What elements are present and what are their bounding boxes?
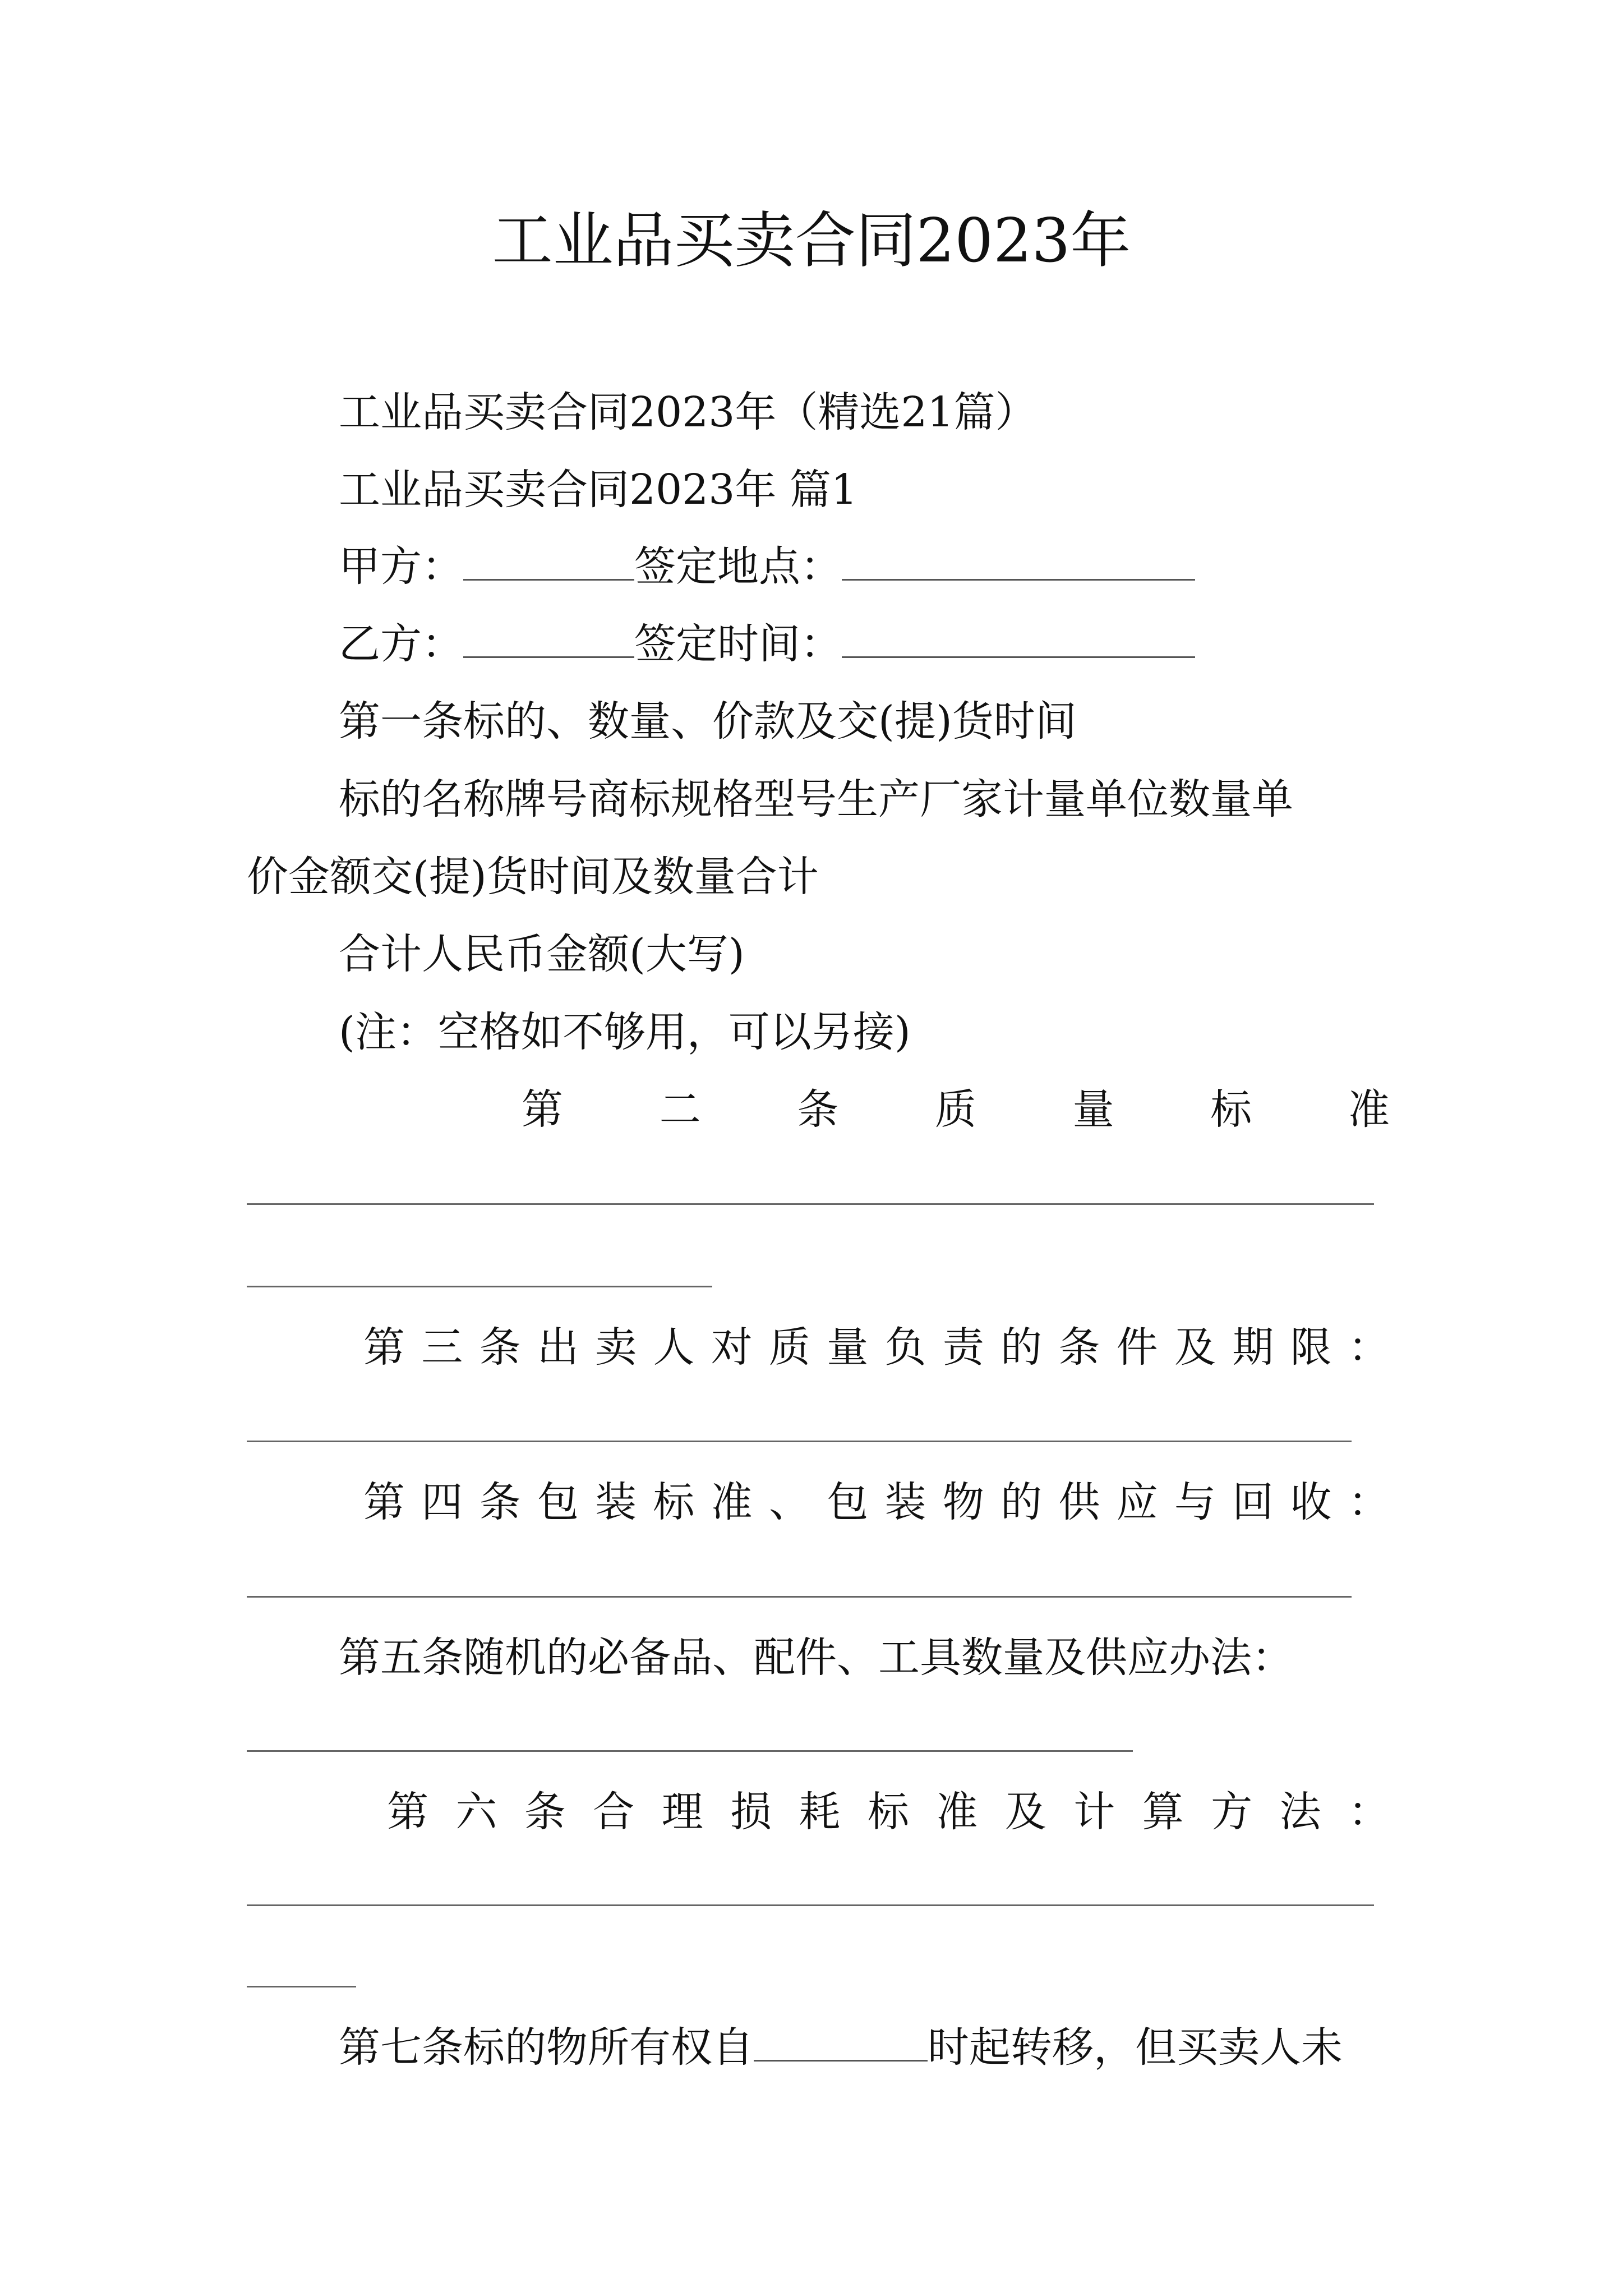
art3-char: 三: [421, 1323, 463, 1372]
art3-char: 责: [942, 1323, 984, 1372]
party-a-blank[interactable]: [463, 540, 634, 581]
article-1-columns-line-1: 标的名称牌号商标规格型号生产厂家计量单位数量单: [339, 775, 1293, 823]
art4-char: 收: [1290, 1478, 1332, 1526]
art4-char: 条: [479, 1478, 521, 1526]
art3-char: 卖: [595, 1323, 637, 1372]
art3-char: 条: [479, 1323, 521, 1372]
article-2-blank-line-2[interactable]: [247, 1286, 712, 1287]
art4-char: 装: [595, 1478, 637, 1526]
art4-char: 与: [1174, 1478, 1216, 1526]
art6-char: 耗: [799, 1788, 841, 1836]
art6-char: 法: [1279, 1788, 1321, 1836]
art3-char: 限: [1290, 1323, 1332, 1372]
art4-char: 包: [537, 1478, 579, 1526]
art4-char: ：: [1348, 1478, 1390, 1526]
article-6-heading: [387, 1784, 1390, 1840]
article-1-columns-line-2: 价金额交(提)货时间及数量合计: [247, 853, 819, 901]
sign-place-label: 签定地点：: [634, 542, 842, 591]
art4-char: 准: [711, 1478, 753, 1526]
art6-char: 算: [1142, 1788, 1184, 1836]
article-2-blank-line-1[interactable]: [247, 1203, 1374, 1205]
art4-char: 物: [942, 1478, 984, 1526]
article-1-heading: 第一条标的、数量、价款及交(提)货时间: [339, 697, 1077, 746]
party-a-row: [339, 539, 1195, 595]
art3-char: 质: [768, 1323, 810, 1372]
document-title: 工业品买卖合同2023年: [492, 206, 1131, 276]
art6-char: 标: [867, 1788, 909, 1836]
article-7-start: 第七条标的物所有权自: [339, 2023, 754, 2072]
art4-char: 的: [1000, 1478, 1043, 1526]
art2-char: 条: [797, 1085, 839, 1134]
art2-char: 标: [1210, 1085, 1252, 1134]
art6-char: 理: [661, 1788, 703, 1836]
art3-char: 对: [711, 1323, 753, 1372]
art4-char: 、: [768, 1478, 810, 1526]
art3-char: 负: [884, 1323, 926, 1372]
article-4-blank-line[interactable]: [247, 1596, 1352, 1598]
art4-char: 标: [653, 1478, 695, 1526]
art4-char: 应: [1116, 1478, 1158, 1526]
art4-char: 包: [827, 1478, 869, 1526]
art6-char: 方: [1211, 1788, 1253, 1836]
art2-char: 量: [1072, 1085, 1114, 1134]
party-a-label: 甲方：: [339, 542, 463, 591]
art3-char: 及: [1174, 1323, 1216, 1372]
article-4-heading: [363, 1474, 1390, 1530]
art6-char: 准: [936, 1788, 978, 1836]
art4-char: 回: [1232, 1478, 1274, 1526]
article-6-blank-line-2[interactable]: [247, 1986, 356, 1987]
art6-char: 条: [524, 1788, 566, 1836]
art6-char: 计: [1073, 1788, 1115, 1836]
subtitle: 工业品买卖合同2023年（精选21篇）: [339, 388, 1037, 436]
art2-char: 质: [934, 1085, 976, 1134]
art4-char: 供: [1058, 1478, 1100, 1526]
article-7-line: [339, 2019, 1343, 2076]
article-3-blank-line[interactable]: [247, 1441, 1352, 1442]
art2-char: 二: [659, 1085, 701, 1134]
transfer-time-blank[interactable]: [754, 2021, 928, 2062]
art6-char: ：: [1348, 1788, 1390, 1836]
art4-char: 第: [363, 1478, 405, 1526]
art4-char: 四: [421, 1478, 463, 1526]
art6-char: 六: [455, 1788, 497, 1836]
art6-char: 第: [387, 1788, 428, 1836]
art3-char: 件: [1116, 1323, 1158, 1372]
article-2-heading: [522, 1082, 1390, 1138]
article-3-heading: [363, 1319, 1390, 1375]
article-6-blank-line-1[interactable]: [247, 1904, 1374, 1906]
sign-time-label: 签定时间：: [634, 620, 842, 668]
art3-char: 出: [537, 1323, 579, 1372]
art3-char: 的: [1000, 1323, 1043, 1372]
party-b-label: 乙方：: [339, 620, 463, 668]
art3-char: ：: [1348, 1323, 1390, 1372]
art6-char: 及: [1004, 1788, 1046, 1836]
art3-char: 量: [827, 1323, 869, 1372]
party-b-blank[interactable]: [463, 617, 634, 658]
article-5-blank-line[interactable]: [247, 1750, 1133, 1752]
article-5-heading: 第五条随机的必备品、配件、工具数量及供应办法：: [339, 1634, 1293, 1682]
art6-char: 损: [730, 1788, 772, 1836]
art2-char: 准: [1348, 1085, 1390, 1134]
art2-char: 第: [522, 1085, 563, 1134]
art4-char: 装: [884, 1478, 926, 1526]
note: (注：空格如不够用，可以另接): [339, 1008, 911, 1056]
art3-char: 人: [653, 1323, 695, 1372]
party-b-row: [339, 616, 1195, 672]
sign-time-blank[interactable]: [842, 617, 1195, 658]
section-heading: 工业品买卖合同2023年 篇1: [339, 466, 857, 514]
art3-char: 条: [1058, 1323, 1100, 1372]
art3-char: 期: [1232, 1323, 1274, 1372]
article-7-end: 时起转移，但买卖人未: [928, 2023, 1343, 2072]
sign-place-blank[interactable]: [842, 540, 1195, 581]
art3-char: 第: [363, 1323, 405, 1372]
total-amount: 合计人民币金额(大写): [339, 930, 745, 978]
art6-char: 合: [593, 1788, 635, 1836]
